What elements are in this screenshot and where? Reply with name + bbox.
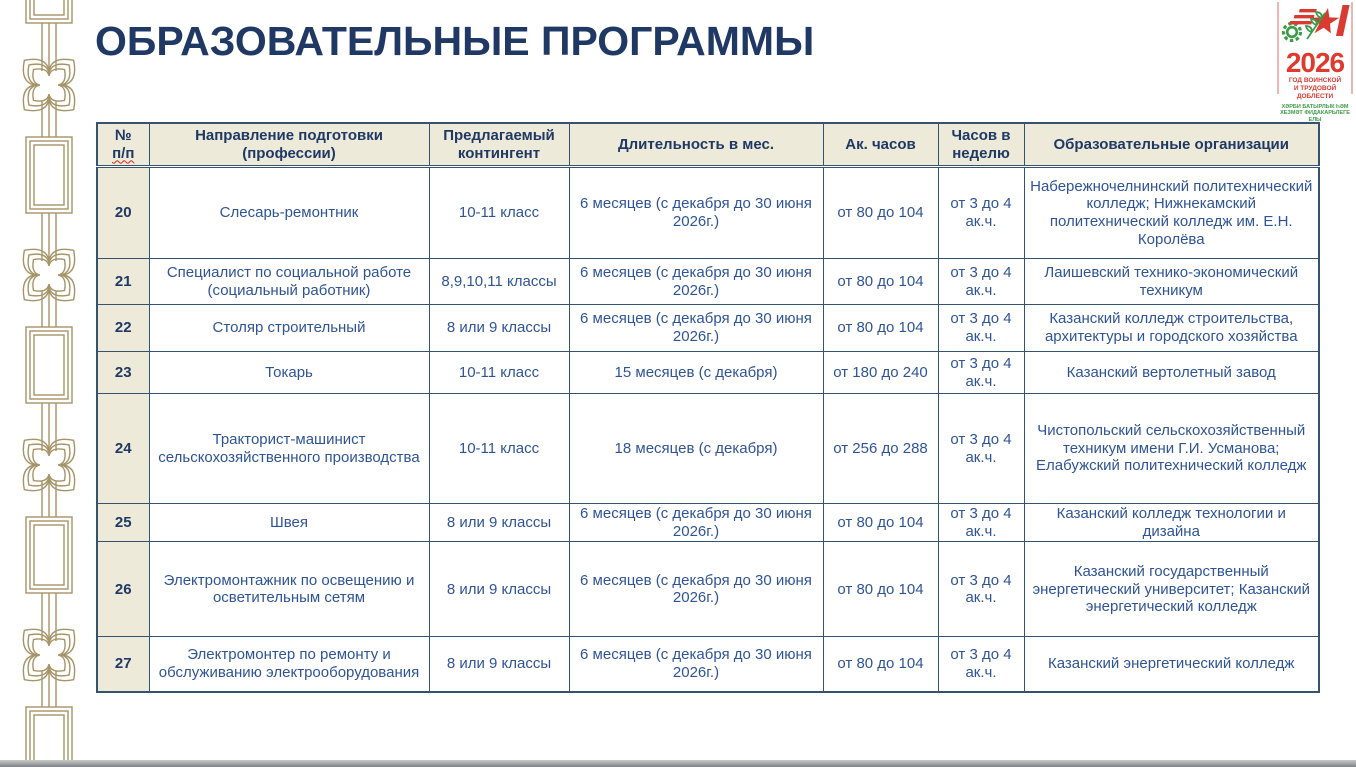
table-row	[97, 352, 1319, 394]
cell-organizations: Казанский колледж технологии и дизайна	[1024, 504, 1319, 542]
cell-row-number: 20	[97, 167, 149, 259]
cell-contingent: 10-11 класс	[429, 394, 569, 504]
table-row	[97, 637, 1319, 692]
cell-hours: от 80 до 104	[823, 504, 938, 542]
table-body	[97, 167, 1319, 692]
cell-hours-per-week: от 3 до 4 ак.ч.	[938, 504, 1024, 542]
cell-hours: от 80 до 104	[823, 305, 938, 352]
cell-profession: Специалист по социальной работе (социальный работник)	[149, 259, 429, 305]
cell-hours-per-week: от 3 до 4 ак.ч.	[938, 542, 1024, 637]
cell-profession: Электромонтер по ремонту и обслуживанию электрооборудования	[149, 637, 429, 692]
cell-hours-per-week: от 3 до 4 ак.ч.	[938, 637, 1024, 692]
page-title: ОБРАЗОВАТЕЛЬНЫЕ ПРОГРАММЫ	[95, 18, 815, 64]
cell-row-number: 27	[97, 637, 149, 692]
cell-row-number: 23	[97, 352, 149, 394]
cell-hours: от 80 до 104	[823, 637, 938, 692]
cell-organizations: Казанский государственный энергетический университет; Казанский энергетический колледж	[1024, 542, 1319, 637]
bottom-bar	[0, 760, 1356, 767]
cell-row-number: 26	[97, 542, 149, 637]
logo-year: 2026	[1285, 47, 1345, 78]
cell-hours-per-week: от 3 до 4 ак.ч.	[938, 352, 1024, 394]
cell-duration: 6 месяцев (с декабря до 30 июня 2026г.)	[569, 259, 823, 305]
cell-profession: Тракторист-машинист сельскохозяйственного производства	[149, 394, 429, 504]
cell-profession: Электромонтажник по освещению и осветительным сетям	[149, 542, 429, 637]
cell-hours-per-week: от 3 до 4 ак.ч.	[938, 305, 1024, 352]
cell-row-number: 22	[97, 305, 149, 352]
anniversary-logo	[1277, 2, 1353, 124]
cell-duration: 6 месяцев (с декабря до 30 июня 2026г.)	[569, 542, 823, 637]
cell-row-number: 24	[97, 394, 149, 504]
cell-row-number: 25	[97, 504, 149, 542]
cell-hours: от 256 до 288	[823, 394, 938, 504]
table-row	[97, 305, 1319, 352]
cell-contingent: 8 или 9 классы	[429, 542, 569, 637]
cell-hours: от 80 до 104	[823, 542, 938, 637]
cell-contingent: 8,9,10,11 классы	[429, 259, 569, 305]
cell-duration: 6 месяцев (с декабря до 30 июня 2026г.)	[569, 637, 823, 692]
cell-hours-per-week: от 3 до 4 ак.ч.	[938, 167, 1024, 259]
cell-hours: от 80 до 104	[823, 167, 938, 259]
cell-profession: Слесарь-ремонтник	[149, 167, 429, 259]
cell-row-number: 21	[97, 259, 149, 305]
table-row	[97, 542, 1319, 637]
cell-duration: 15 месяцев (с декабря)	[569, 352, 823, 394]
logo-caption-tatar: ХӘРБИ БАТЫРЛЫК ҺӘМ ХЕЗМӘТ ФИДАКАРЬЛЕГЕ ЕЛЫ	[1280, 103, 1350, 124]
table-header	[97, 123, 1319, 167]
cell-profession: Токарь	[149, 352, 429, 394]
cell-hours-per-week: от 3 до 4 ак.ч.	[938, 259, 1024, 305]
header-duration: Длительность в мес.	[569, 123, 823, 167]
cell-organizations: Казанский энергетический колледж	[1024, 637, 1319, 692]
cell-contingent: 8 или 9 классы	[429, 637, 569, 692]
cell-profession: Столяр строительный	[149, 305, 429, 352]
cell-organizations: Набережночелнинский политехнический колледж; Нижнекамский политехнический колледж им. Е.Н. Королёва	[1024, 167, 1319, 259]
header-organizations: Образовательные организации	[1024, 123, 1319, 167]
header-num: № п/п	[97, 123, 149, 167]
header-contingent: Предлагаемый контингент	[429, 123, 569, 167]
header-per-week: Часов в неделю	[938, 123, 1024, 167]
cell-duration: 6 месяцев (с декабря до 30 июня 2026г.)	[569, 305, 823, 352]
header-hours: Ак. часов	[823, 123, 938, 167]
cell-duration: 6 месяцев (с декабря до 30 июня 2026г.)	[569, 167, 823, 259]
programs-table-container	[96, 122, 1320, 693]
header-num-line2: п/п	[112, 144, 135, 162]
table-row	[97, 504, 1319, 542]
cell-profession: Швея	[149, 504, 429, 542]
header-row	[97, 123, 1319, 167]
cell-duration: 6 месяцев (с декабря до 30 июня 2026г.)	[569, 504, 823, 542]
cell-contingent: 8 или 9 классы	[429, 504, 569, 542]
table-row	[97, 167, 1319, 259]
cell-organizations: Казанский колледж строительства, архитектуры и городского хозяйства	[1024, 305, 1319, 352]
logo-caption-russian: ГОД ВОИНСКОЙ И ТРУДОВОЙ ДОБЛЕСТИ	[1288, 77, 1342, 101]
cell-hours: от 180 до 240	[823, 352, 938, 394]
cell-hours-per-week: от 3 до 4 ак.ч.	[938, 394, 1024, 504]
cell-contingent: 10-11 класс	[429, 167, 569, 259]
table-row	[97, 259, 1319, 305]
ornament-border	[16, 0, 82, 767]
cell-organizations: Лаишевский технико-экономический техникум	[1024, 259, 1319, 305]
cell-hours: от 80 до 104	[823, 259, 938, 305]
table-row	[97, 394, 1319, 504]
header-profession: Направление подготовки (профессии)	[149, 123, 429, 167]
programs-table	[96, 122, 1320, 693]
cell-contingent: 8 или 9 классы	[429, 305, 569, 352]
cell-duration: 18 месяцев (с декабря)	[569, 394, 823, 504]
cell-contingent: 10-11 класс	[429, 352, 569, 394]
cell-organizations: Чистопольский сельскохозяйственный техникум имени Г.И. Усманова; Елабужский политехнический колледж	[1024, 394, 1319, 504]
cell-organizations: Казанский вертолетный завод	[1024, 352, 1319, 394]
anniversary-emblem-icon	[1279, 3, 1351, 45]
